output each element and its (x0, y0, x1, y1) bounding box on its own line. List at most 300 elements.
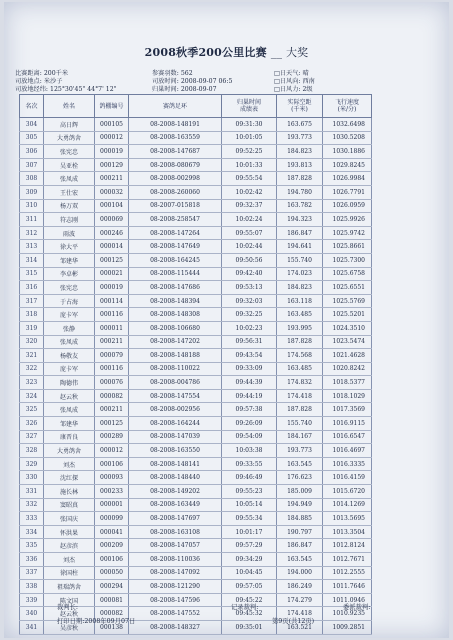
arrival-time-cell: 09:55:34 (222, 512, 277, 526)
speed-cell: 1021.4628 (323, 349, 372, 363)
distance-cell: 187.828 (277, 335, 323, 349)
rank-cell: 338 (20, 580, 44, 594)
column-header (95, 95, 129, 118)
distance-cell: 163.521 (277, 620, 323, 634)
speed-cell: 1030.5208 (323, 131, 372, 145)
table-row (20, 362, 372, 376)
table-row (20, 539, 372, 553)
distance-cell: 163.485 (277, 308, 323, 322)
arrival-time-cell: 09:35:01 (222, 620, 277, 634)
table-row (20, 417, 372, 431)
table-body (20, 118, 372, 635)
coord-info (15, 86, 117, 94)
rank-cell: 323 (20, 376, 44, 390)
rank-cell: 315 (20, 267, 44, 281)
distance-cell: 174.418 (277, 607, 323, 621)
name-cell: 沈红探 (44, 471, 95, 485)
rank-cell: 330 (20, 471, 44, 485)
speed-cell: 1032.6498 (323, 118, 372, 132)
recorder-signature (231, 602, 258, 611)
ring-cell: 08-2008-115444 (129, 267, 222, 281)
name-cell: 大勇鸽舍 (44, 131, 95, 145)
ring-cell: 08-2008-147697 (129, 512, 222, 526)
ring-cell: 08-2008-147092 (129, 566, 222, 580)
name-cell: 雨波 (44, 226, 95, 240)
distance-cell: 163.545 (277, 553, 323, 567)
distance-cell: 174.023 (277, 267, 323, 281)
speed-cell: 1011.0946 (323, 593, 372, 607)
loft-number-cell: 000106 (95, 553, 129, 567)
arrival-time-cell: 09:44:39 (222, 376, 277, 390)
table-row (20, 145, 372, 159)
name-cell: 张宪忠 (44, 145, 95, 159)
rank-cell: 314 (20, 253, 44, 267)
speed-cell: 1020.8242 (323, 362, 372, 376)
coord-label: 司放地经纬: (15, 86, 49, 93)
page-number (272, 616, 314, 625)
ring-cell: 08-2008-163449 (129, 498, 222, 512)
rank-cell: 306 (20, 145, 44, 159)
wind-force-value: 2级 (302, 86, 313, 93)
arrival-time-cell: 10:01:17 (222, 525, 277, 539)
loft-number-cell: 000138 (95, 620, 129, 634)
rank-cell: 307 (20, 158, 44, 172)
release-value: 2008-09-07 06:5 (180, 78, 233, 85)
results-sheet (4, 2, 449, 638)
distance-cell: 194.323 (277, 213, 323, 227)
distance-cell: 174.832 (277, 376, 323, 390)
arrival-time-cell: 09:57:38 (222, 403, 277, 417)
loft-number-cell: 000104 (95, 199, 129, 213)
loft-number-cell: 000233 (95, 485, 129, 499)
distance-cell: 187.828 (277, 403, 323, 417)
name-cell: 杨敬友 (44, 349, 95, 363)
column-header (323, 95, 372, 118)
loft-number-cell: 000211 (95, 172, 129, 186)
loft-number-cell: 000012 (95, 444, 129, 458)
ring-cell: 08-2008-163559 (129, 131, 222, 145)
rank-cell: 305 (20, 131, 44, 145)
loft-number-cell: 000001 (95, 498, 129, 512)
table-row (20, 580, 372, 594)
name-cell: 邹建华 (44, 417, 95, 431)
table-row (20, 403, 372, 417)
column-header (129, 95, 222, 118)
loft-number-cell: 000076 (95, 376, 129, 390)
arrival-time-cell: 09:33:09 (222, 362, 277, 376)
ring-cell: 08-2008-147649 (129, 240, 222, 254)
column-header-line2: (千米) (291, 106, 308, 113)
arrival-time-cell: 09:26:09 (222, 417, 277, 431)
ring-cell: 08-2008-147202 (129, 335, 222, 349)
table-row (20, 498, 372, 512)
rank-cell: 317 (20, 294, 44, 308)
arrival-time-cell: 09:32:25 (222, 308, 277, 322)
rank-cell: 325 (20, 403, 44, 417)
column-header-line1: 归巢时间 (236, 99, 261, 106)
coord-value: 125°30'45" 44°7' 12" (50, 86, 117, 93)
table-row (20, 253, 372, 267)
site-info (15, 78, 62, 86)
table-row (20, 525, 372, 539)
ring-cell: 08-2008-004786 (129, 376, 222, 390)
arrival-time-cell: 10:05:14 (222, 498, 277, 512)
speed-cell: 1025.5769 (323, 294, 372, 308)
results-table (19, 94, 372, 635)
rank-cell: 311 (20, 213, 44, 227)
table-row (20, 267, 372, 281)
loft-number-cell: 000125 (95, 417, 129, 431)
weather-label: □日天气: (274, 70, 301, 77)
rank-cell: 326 (20, 417, 44, 431)
rank-cell: 332 (20, 498, 44, 512)
arrival-time-cell: 09:46:49 (222, 471, 277, 485)
speed-cell: 1025.6758 (323, 267, 372, 281)
loft-number-cell: 000125 (95, 253, 129, 267)
arrival-time-cell: 10:02:23 (222, 321, 277, 335)
loft-number-cell: 000041 (95, 525, 129, 539)
table-row (20, 294, 372, 308)
arrival-time-cell: 09:34:29 (222, 553, 277, 567)
speed-cell: 1016.4159 (323, 471, 372, 485)
ring-cell: 08-2008-149202 (129, 485, 222, 499)
ring-cell: 08-2008-080679 (129, 158, 222, 172)
speed-cell: 1009.2851 (323, 620, 372, 634)
speed-cell: 1026.9984 (323, 172, 372, 186)
name-cell: 徐国柱 (44, 566, 95, 580)
release-info (152, 78, 232, 86)
arrival-time-cell: 09:55:23 (222, 485, 277, 499)
site-value: 米沙子 (43, 78, 63, 85)
return-info (152, 86, 217, 94)
ring-cell: 08-2008-163108 (129, 525, 222, 539)
table-header (20, 95, 372, 118)
table-row (20, 240, 372, 254)
ring-cell: 08-2008-260060 (129, 185, 222, 199)
rank-cell: 334 (20, 525, 44, 539)
name-cell: 张凤成 (44, 335, 95, 349)
distance-cell: 163.675 (277, 118, 323, 132)
name-cell: 施长林 (44, 485, 95, 499)
distance-cell: 174.418 (277, 389, 323, 403)
distance-cell: 190.797 (277, 525, 323, 539)
loft-number-cell: 000114 (95, 294, 129, 308)
wind-direction-label: □日风向: (274, 78, 301, 85)
loft-number-cell: 000093 (95, 471, 129, 485)
arrival-time-cell: 09:54:09 (222, 430, 277, 444)
arrival-time-cell: 09:42:40 (222, 267, 277, 281)
ring-cell: 08-2008-163550 (129, 444, 222, 458)
table-row (20, 485, 372, 499)
distance-cell: 155.740 (277, 253, 323, 267)
ring-cell: 08-2008-106680 (129, 321, 222, 335)
speed-cell: 1011.7646 (323, 580, 372, 594)
column-header-line1: 姓名 (62, 102, 75, 110)
rank-cell: 313 (20, 240, 44, 254)
table-row (20, 172, 372, 186)
entries-value: 562 (180, 70, 193, 77)
table-row (20, 457, 372, 471)
arrival-time-cell: 09:43:54 (222, 349, 277, 363)
table-row (20, 349, 372, 363)
loft-number-cell: 000129 (95, 158, 129, 172)
arrival-time-cell: 10:02:44 (222, 240, 277, 254)
name-cell: 张凤成 (44, 172, 95, 186)
name-cell: 陶德伟 (44, 376, 95, 390)
name-cell: 徐大平 (44, 240, 95, 254)
print-date-label: 打印日期: (57, 618, 85, 625)
loft-number-cell: 000014 (95, 240, 129, 254)
loft-number-cell: 000079 (95, 349, 129, 363)
rank-cell: 339 (20, 593, 44, 607)
ring-cell: 08-2008-147057 (129, 539, 222, 553)
arrival-time-cell: 09:57:29 (222, 539, 277, 553)
arrival-time-cell: 09:44:19 (222, 389, 277, 403)
column-header (277, 95, 323, 118)
speed-cell: 1025.5201 (323, 308, 372, 322)
speed-cell: 1016.6547 (323, 430, 372, 444)
loft-number-cell: 000289 (95, 430, 129, 444)
name-cell: 于占海 (44, 294, 95, 308)
speed-cell: 1029.8245 (323, 158, 372, 172)
rank-cell: 329 (20, 457, 44, 471)
weather-info (274, 70, 309, 78)
speed-cell: 1016.4697 (323, 444, 372, 458)
ring-cell: 08-2008-002956 (129, 403, 222, 417)
print-date-value: 2008年09月07日 (84, 618, 136, 625)
arrival-time-cell: 09:31:30 (222, 118, 277, 132)
speed-cell: 1025.7300 (323, 253, 372, 267)
name-cell: 张凤成 (44, 403, 95, 417)
name-cell: 赵云秋 (44, 389, 95, 403)
table-row (20, 131, 372, 145)
distance-cell: 193.813 (277, 158, 323, 172)
page-number-value: 第9页(共12页) (272, 618, 315, 625)
name-cell: 陈文国 (44, 593, 95, 607)
column-header (222, 95, 277, 118)
ring-cell: 08-2008-147264 (129, 226, 222, 240)
arrival-time-cell: 09:45:22 (222, 593, 277, 607)
column-header (20, 95, 44, 118)
table-row (20, 471, 372, 485)
speed-cell: 1024.3510 (323, 321, 372, 335)
distance-cell: 193.773 (277, 131, 323, 145)
committee-label: 委派裁判: (343, 604, 371, 611)
loft-number-cell: 000105 (95, 118, 129, 132)
loft-number-cell: 000116 (95, 362, 129, 376)
distance-cell: 163.782 (277, 199, 323, 213)
name-cell: 赵云秋 (44, 607, 95, 621)
table-row (20, 335, 372, 349)
rank-cell: 337 (20, 566, 44, 580)
table-row (20, 512, 372, 526)
speed-cell: 1025.9742 (323, 226, 372, 240)
ring-cell: 08-2008-147039 (129, 430, 222, 444)
speed-cell: 1010.9235 (323, 607, 372, 621)
loft-number-cell: 000116 (95, 308, 129, 322)
distance-value: 200千米 (43, 70, 69, 77)
speed-cell: 1025.8661 (323, 240, 372, 254)
print-date (57, 616, 135, 625)
name-cell: 邹建华 (44, 253, 95, 267)
ring-cell: 08-2008-148440 (129, 471, 222, 485)
speed-cell: 1013.5695 (323, 512, 372, 526)
ring-cell: 08-2008-121290 (129, 580, 222, 594)
distance-cell: 194.780 (277, 185, 323, 199)
name-cell: 高日辉 (44, 118, 95, 132)
distance-cell: 194.000 (277, 566, 323, 580)
loft-number-cell: 000019 (95, 145, 129, 159)
ring-cell: 08-2008-147686 (129, 281, 222, 295)
arrival-time-cell: 09:50:56 (222, 253, 277, 267)
arrival-time-cell: 10:01:05 (222, 131, 277, 145)
ring-cell: 08-2008-148394 (129, 294, 222, 308)
table-row (20, 430, 372, 444)
name-cell: 吴彦秋 (44, 620, 95, 634)
loft-number-cell: 000011 (95, 321, 129, 335)
name-cell: 怀洪果 (44, 525, 95, 539)
speed-cell: 1026.7791 (323, 185, 372, 199)
ring-cell: 08-2007-015818 (129, 199, 222, 213)
table-row (20, 566, 372, 580)
arrival-time-cell: 09:32:03 (222, 294, 277, 308)
table-row (20, 553, 372, 567)
arrival-time-cell: 09:55:54 (222, 172, 277, 186)
speed-cell: 1018.1029 (323, 389, 372, 403)
table-row (20, 226, 372, 240)
wind-force-info (274, 86, 313, 94)
rank-cell: 340 (20, 607, 44, 621)
rank-cell: 333 (20, 512, 44, 526)
arrival-time-cell: 09:55:07 (222, 226, 277, 240)
column-header-line1: 赛鸽足环 (162, 102, 187, 110)
loft-number-cell: 000021 (95, 267, 129, 281)
loft-number-cell: 000211 (95, 335, 129, 349)
name-cell: 刘杰 (44, 553, 95, 567)
distance-label: 比赛距离: (15, 70, 42, 77)
arrival-time-cell: 09:52:25 (222, 145, 277, 159)
return-label: 归巢时间: (152, 86, 179, 93)
distance-cell: 185.009 (277, 485, 323, 499)
distance-cell: 184.823 (277, 281, 323, 295)
distance-cell: 155.740 (277, 417, 323, 431)
ring-cell: 08-2008-148327 (129, 620, 222, 634)
loft-number-cell: 000032 (95, 185, 129, 199)
distance-cell: 174.279 (277, 593, 323, 607)
name-cell: 杨万双 (44, 199, 95, 213)
loft-number-cell: 000012 (95, 131, 129, 145)
rank-cell: 309 (20, 185, 44, 199)
arrival-time-cell: 09:32:37 (222, 199, 277, 213)
rank-cell: 327 (20, 430, 44, 444)
name-cell: 张国庆 (44, 512, 95, 526)
speed-cell: 1026.0959 (323, 199, 372, 213)
wind-direction-value: 西南 (302, 78, 315, 85)
loft-number-cell: 000106 (95, 457, 129, 471)
rank-cell: 336 (20, 553, 44, 567)
column-header (44, 95, 95, 118)
column-header-line1: 飞行速度 (334, 99, 359, 106)
distance-cell: 186.249 (277, 580, 323, 594)
name-cell: 符志刚 (44, 213, 95, 227)
referee-label: 裁判长: (57, 604, 79, 611)
rank-cell: 320 (20, 335, 44, 349)
table-row (20, 444, 372, 458)
ring-cell: 08-2008-148141 (129, 457, 222, 471)
race-title: 2008秋季200公里比赛 (144, 46, 267, 59)
distance-cell: 163.118 (277, 294, 323, 308)
weather-value: 晴 (302, 70, 309, 77)
wind-force-label: □日风力: (274, 86, 301, 93)
distance-cell: 186.847 (277, 539, 323, 553)
ring-cell: 08-2008-147552 (129, 607, 222, 621)
loft-number-cell: 000294 (95, 580, 129, 594)
ring-cell: 08-2008-002998 (129, 172, 222, 186)
distance-cell: 194.641 (277, 240, 323, 254)
arrival-time-cell: 10:02:24 (222, 213, 277, 227)
arrival-time-cell: 09:57:05 (222, 580, 277, 594)
name-cell: 张静 (44, 321, 95, 335)
name-cell: 庞卡军 (44, 308, 95, 322)
ring-cell: 08-2008-147596 (129, 593, 222, 607)
rank-cell: 304 (20, 118, 44, 132)
column-header-line2: (米/分) (337, 106, 357, 113)
table-row (20, 376, 372, 390)
page-title: 2008秋季200公里比赛 __ 大奖 (144, 46, 309, 59)
entries-info (152, 70, 193, 78)
distance-cell: 184.823 (277, 145, 323, 159)
ring-cell: 08-2008-110022 (129, 362, 222, 376)
distance-cell: 184.167 (277, 430, 323, 444)
site-label: 司放地点: (15, 78, 42, 85)
name-cell: 赵彦滨 (44, 539, 95, 553)
committee-signature (343, 602, 370, 611)
speed-cell: 1023.5474 (323, 335, 372, 349)
speed-cell: 1016.9115 (323, 417, 372, 431)
rank-cell: 312 (20, 226, 44, 240)
distance-info (15, 70, 68, 78)
recorder-label: 记录裁判: (231, 604, 259, 611)
race-subtitle: 大奖 (285, 46, 309, 59)
arrival-time-cell: 10:01:33 (222, 158, 277, 172)
speed-cell: 1013.3504 (323, 525, 372, 539)
rank-cell: 318 (20, 308, 44, 322)
loft-number-cell: 000246 (95, 226, 129, 240)
entries-label: 参赛羽数: (152, 70, 179, 77)
ring-cell: 08-2008-148188 (129, 349, 222, 363)
loft-number-cell: 000069 (95, 213, 129, 227)
table-row (20, 389, 372, 403)
arrival-time-cell: 10:02:42 (222, 185, 277, 199)
distance-cell: 193.995 (277, 321, 323, 335)
name-cell: 王仕宏 (44, 185, 95, 199)
distance-cell: 163.485 (277, 362, 323, 376)
table-row (20, 185, 372, 199)
distance-cell: 174.568 (277, 349, 323, 363)
rank-cell: 321 (20, 349, 44, 363)
arrival-time-cell: 10:04:45 (222, 566, 277, 580)
arrival-time-cell: 09:33:55 (222, 457, 277, 471)
distance-cell: 193.773 (277, 444, 323, 458)
speed-cell: 1025.6551 (323, 281, 372, 295)
distance-cell: 163.545 (277, 457, 323, 471)
speed-cell: 1017.3569 (323, 403, 372, 417)
loft-number-cell: 000082 (95, 389, 129, 403)
ring-cell: 08-2008-110036 (129, 553, 222, 567)
speed-cell: 1012.2555 (323, 566, 372, 580)
name-cell: 张宪忠 (44, 281, 95, 295)
table-row (20, 213, 372, 227)
